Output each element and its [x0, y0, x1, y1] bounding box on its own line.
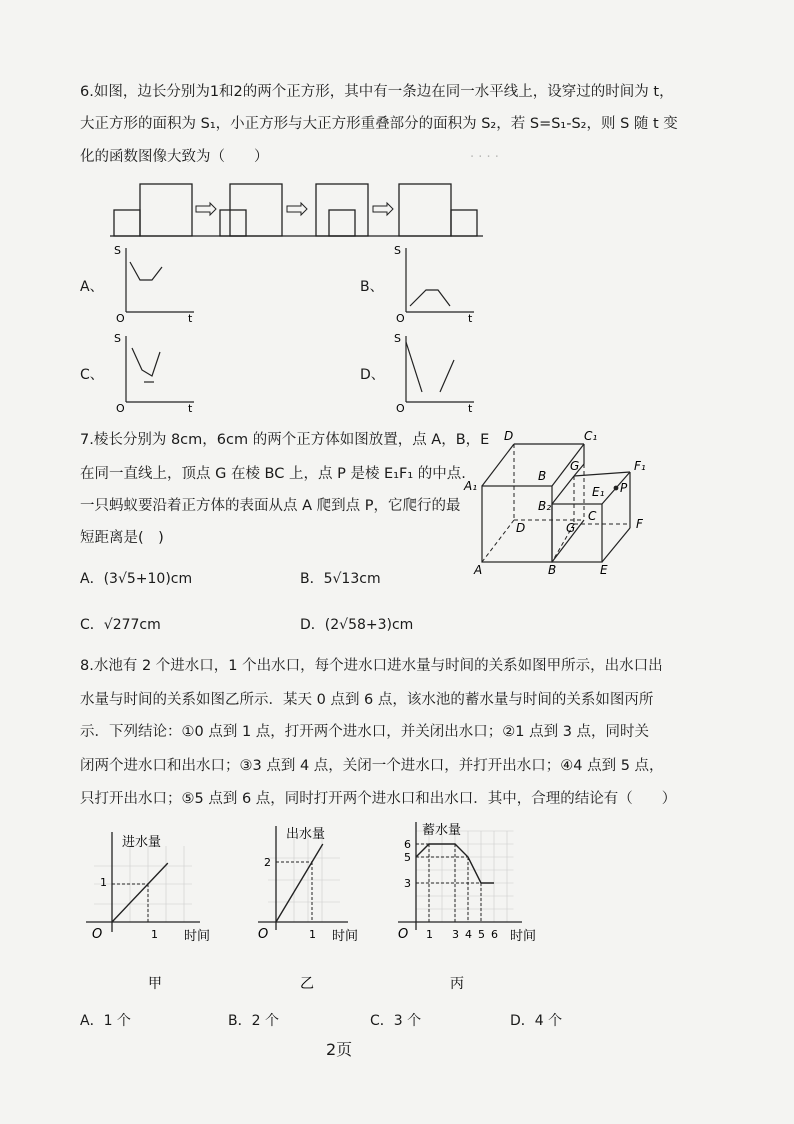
q7-line-4: 短距离是( )	[80, 530, 164, 546]
x-tick: 1	[426, 928, 433, 941]
x-tick: 6	[491, 928, 498, 941]
y-label: 出水量	[286, 827, 326, 842]
label-d: D	[516, 521, 526, 535]
label-g: G	[566, 521, 576, 535]
q6-option-b-graph	[388, 242, 478, 322]
grid	[268, 834, 340, 922]
origin: O	[398, 927, 409, 942]
axis-o: O	[396, 402, 405, 412]
right-arrow-icon	[196, 203, 393, 215]
caption: 甲	[148, 976, 162, 992]
axis-t: t	[188, 402, 193, 412]
label-b-bottom: B	[548, 563, 557, 576]
q6-line-1: 6.如图，边长分别为1和2的两个正方形，其中有一条边在同一水平线上，设穿过的时间为 t，	[80, 84, 674, 100]
q6-option-b-label: B、	[360, 279, 384, 295]
label-f: F	[636, 517, 643, 531]
x-label: 时间	[332, 929, 359, 944]
y-label: 进水量	[122, 835, 162, 850]
q6-option-a-graph	[108, 242, 198, 322]
x-tick: 4	[465, 928, 472, 941]
y-label: 蓄水量	[422, 823, 462, 838]
q7-cubes-diagram	[462, 424, 672, 576]
axis-s: S	[114, 244, 121, 257]
q8-line-4: 闭两个进水口和出水口；③3 点到 4 点，关闭一个进水口，并打开出水口；④4 点到 5 点，	[80, 758, 664, 774]
x-tick: 1	[309, 928, 316, 941]
label-e1: E₁	[592, 485, 605, 499]
x-label: 时间	[184, 929, 211, 944]
q6-option-d-label: D、	[360, 367, 385, 383]
q7-option-c: C．√277cm	[80, 617, 161, 633]
label-c: C	[588, 509, 597, 523]
caption: 丙	[450, 976, 464, 992]
label-b2: B₂	[538, 499, 552, 513]
axis-s: S	[394, 244, 401, 257]
q6-option-c-label: C、	[80, 367, 104, 383]
x-tick: 3	[452, 928, 459, 941]
axis-t: t	[468, 312, 473, 322]
label-e: E	[600, 563, 608, 576]
q7-option-a: A．(3√5+10)cm	[80, 571, 193, 587]
q7-line-3: 一只蚂蚁要沿着正方体的表面从点 A 爬到点 P，它爬行的最	[80, 498, 461, 514]
series-line	[112, 863, 168, 922]
q6-option-c-graph	[108, 330, 198, 412]
q6-squares-sequence	[108, 176, 488, 246]
axis-t: t	[188, 312, 193, 322]
series-line	[276, 844, 323, 922]
axis-s: S	[394, 332, 401, 345]
point-p	[614, 486, 619, 491]
label-d1: D	[504, 429, 514, 443]
label-f1: F₁	[634, 459, 646, 473]
q8-option-b: B．2 个	[228, 1013, 279, 1029]
y-tick: 6	[404, 838, 411, 851]
chart-jia	[82, 826, 232, 996]
axis-o: O	[116, 402, 125, 412]
q8-line-3: 示．下列结论：①0 点到 1 点，打开两个进水口，并关闭出水口；②1 点到 3 点，同时关	[80, 724, 650, 740]
y-tick: 2	[264, 856, 271, 869]
chart-yi	[250, 820, 380, 996]
q7-line-2: 在同一直线上，顶点 G 在棱 BC 上，点 P 是棱 E₁F₁ 的中点.	[80, 466, 466, 482]
x-tick: 5	[478, 928, 485, 941]
bleed-through-text: · · · ·	[470, 150, 499, 165]
x-label: 时间	[510, 929, 537, 944]
q6-option-d-graph	[388, 330, 478, 412]
chart-bing	[392, 816, 552, 996]
q7-line-1: 7.棱长分别为 8cm，6cm 的两个正方体如图放置，点 A，B，E	[80, 432, 490, 448]
q8-option-d: D．4 个	[510, 1013, 563, 1029]
q8-option-c: C．3 个	[370, 1013, 422, 1029]
x-tick: 1	[151, 928, 158, 941]
page-mark: 2页	[326, 1040, 353, 1059]
q8-line-5: 只打开出水口；⑤5 点到 6 点，同时打开两个进水口和出水口．其中，合理的结论有（ ）	[80, 791, 677, 807]
y-tick: 5	[404, 851, 411, 864]
q8-line-2: 水量与时间的关系如图乙所示．某天 0 点到 6 点，该水池的蓄水量与时间的关系如图丙所	[80, 692, 654, 708]
axis-o: O	[116, 312, 125, 322]
y-tick: 1	[100, 876, 107, 889]
q6-line-3: 化的函数图像大致为（ ）	[80, 149, 269, 165]
y-tick: 3	[404, 877, 411, 890]
q6-line-2: 大正方形的面积为 S₁，小正方形与大正方形重叠部分的面积为 S₂，若 S=S₁-S₂，则 S 随 t 变	[80, 116, 678, 132]
axis-s: S	[114, 332, 121, 345]
tick-labels	[404, 838, 498, 941]
q7-option-d: D．(2√58+3)cm	[300, 617, 414, 633]
axis-o: O	[396, 312, 405, 322]
q8-line-1: 8.水池有 2 个进水口，1 个出水口，每个进水口进水量与时间的关系如图甲所示，出水口出	[80, 658, 663, 674]
label-p: P	[620, 481, 628, 495]
q6-option-a-label: A、	[80, 279, 104, 295]
caption: 乙	[300, 976, 314, 992]
label-a: A	[474, 563, 483, 576]
q8-option-a: A．1 个	[80, 1013, 131, 1029]
label-b: B	[538, 469, 547, 483]
origin: O	[258, 927, 269, 942]
label-c1: C₁	[584, 429, 598, 443]
axis-t: t	[468, 402, 473, 412]
label-a1: A₁	[464, 479, 478, 493]
q7-option-b: B．5√13cm	[300, 571, 381, 587]
origin: O	[92, 927, 103, 942]
label-g1: G	[570, 459, 580, 473]
